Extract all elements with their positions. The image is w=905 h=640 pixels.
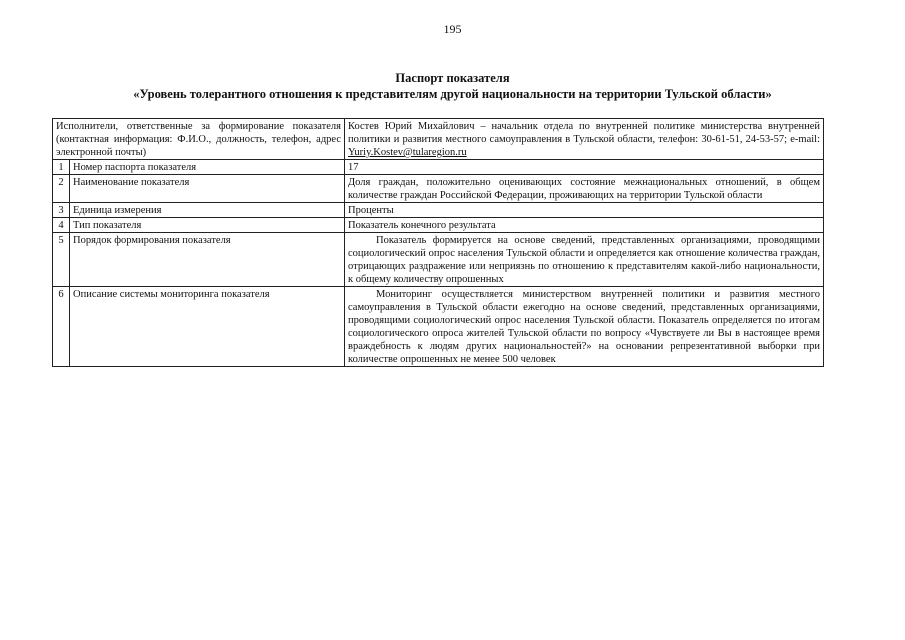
- table-row: [53, 203, 824, 218]
- executors-value: [345, 119, 824, 160]
- row-value: Доля граждан, положительно оценивающих состояние межнациональных отношений, в общем количестве граждан Российской Федерации, проживающих на территории Тульской области: [345, 175, 824, 203]
- row-label: Тип показателя: [70, 218, 345, 233]
- row-label: Номер паспорта показателя: [70, 160, 345, 175]
- table-row-executors: [53, 119, 824, 160]
- document-title: [0, 70, 905, 102]
- executors-contact-text: Костев Юрий Михайлович – начальник отдела по внутренней политике министерства внутренней политики и развития местного самоуправления в Тульской области, телефон: 30-61-51, 24-53-57; e-mail:: [348, 121, 820, 145]
- row-label: Порядок формирования показателя: [70, 233, 345, 287]
- row-number: 6: [53, 287, 70, 367]
- row-value: Показатель конечного результата: [345, 218, 824, 233]
- executors-label: Исполнители, ответственные за формирование показателя (контактная информация: Ф.И.О., должность, телефон, адрес электронной почты): [53, 119, 345, 160]
- row-value: Проценты: [345, 203, 824, 218]
- row-label: Наименование показателя: [70, 175, 345, 203]
- row-label: Описание системы мониторинга показателя: [70, 287, 345, 367]
- page-number: 195: [443, 22, 462, 36]
- row-label: Единица измерения: [70, 203, 345, 218]
- row-number: 5: [53, 233, 70, 287]
- row-number: 2: [53, 175, 70, 203]
- row-value: Мониторинг осуществляется министерством внутренней политики и развития местного самоуправления в Тульской области ежегодно на основе сведений, представленных организациями, проводящими социологический опрос населения Тульской области. Показатель определяется по итогам социологического опроса жителей Тульской области по вопросу «Чувствуете ли Вы в настоящее время враждебность к людям других национальностей?» на основании репрезентативной выборки при количестве опрошенных не менее 500 человек: [345, 287, 824, 367]
- table-row: [53, 160, 824, 175]
- row-number: 3: [53, 203, 70, 218]
- executors-email-link[interactable]: Yuriy.Kostev@tularegion.ru: [348, 147, 467, 158]
- row-value: Показатель формируется на основе сведений, представленных организациями, проводящими социологический опрос населения Тульской области и определяется как отношение количества граждан, отрицающих раздражение или неприязнь по отношению к представителям какой-либо национальности, к общему количеству опрошенных: [345, 233, 824, 287]
- indicator-passport-table: [52, 118, 824, 367]
- title-line-1: Паспорт показателя: [395, 71, 510, 85]
- title-line-2: «Уровень толерантного отношения к представителям другой национальности на территории Тульской области»: [133, 87, 772, 101]
- row-number: 4: [53, 218, 70, 233]
- row-value: 17: [345, 160, 824, 175]
- row-number: 1: [53, 160, 70, 175]
- table-row: [53, 218, 824, 233]
- table-row: [53, 287, 824, 367]
- table-row: [53, 233, 824, 287]
- table-row: [53, 175, 824, 203]
